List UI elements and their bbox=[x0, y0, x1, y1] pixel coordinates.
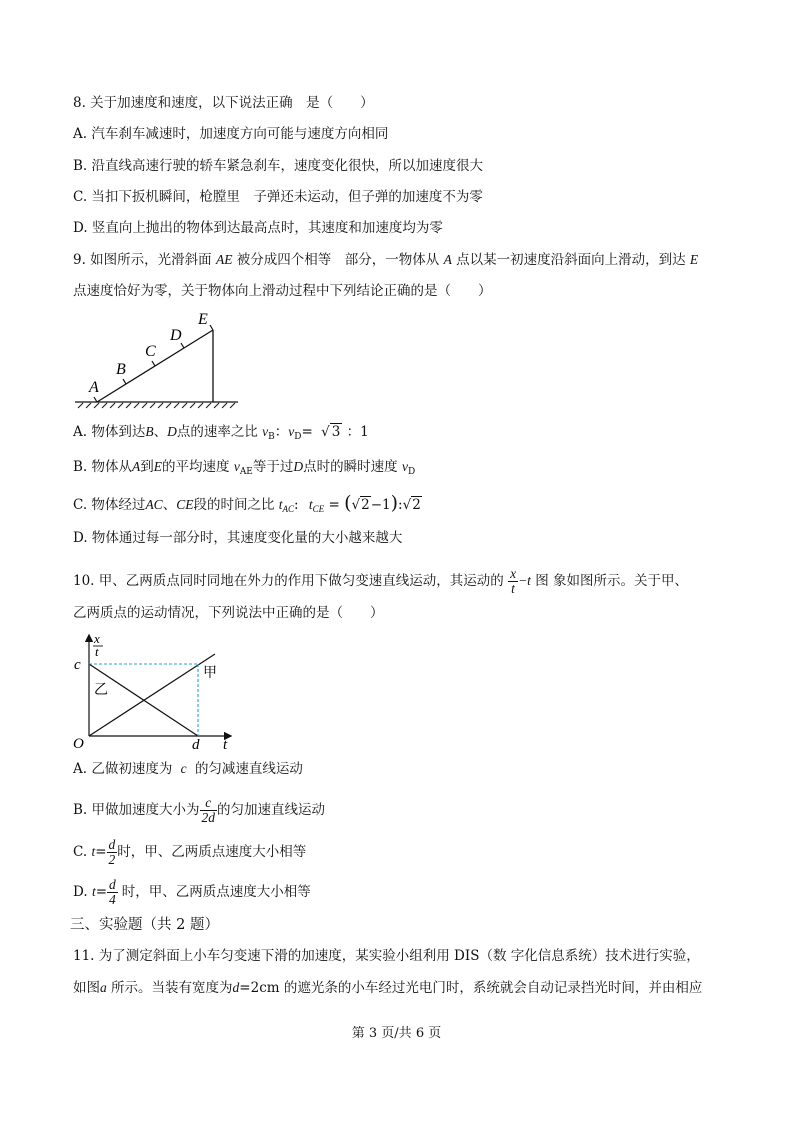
label-jia: 甲 bbox=[203, 666, 217, 681]
division-ticks bbox=[94, 325, 213, 402]
q11-line1: 11. 为了测定斜面上小车匀变速下滑的加速度，某实验小组利用 DIS（数 字化信息系统）技术进行实验， bbox=[73, 948, 700, 964]
q10-option-b: B. 甲做加速度大小为 $\frac{c}{2d}$ 的匀加速直线运动 bbox=[73, 795, 326, 825]
q9-option-d: D. 物体通过每一部分时，其速度变化量的大小越来越大 bbox=[73, 530, 403, 546]
xt-t-graph bbox=[70, 632, 240, 754]
q10-stem-line2: 乙两质点的运动情况，下列说法中正确的是（ ） bbox=[73, 605, 384, 621]
xt-fraction: $\frac{x}{t}$ bbox=[510, 566, 517, 596]
q8-stem: 8. 关于加速度和速度，以下说法正确 是（ ） bbox=[73, 95, 374, 111]
sqrt-3: √ 3 bbox=[321, 424, 341, 440]
point-label-b: B bbox=[116, 361, 126, 378]
q11-line2: 如图a 所示。当装有宽度为d=2cm 的遮光条的小车经过光电门时，系统就会自动记录挡光时间，并由相应 bbox=[73, 980, 703, 996]
q8-option-a: A. 汽车刹车减速时，加速度方向可能与速度方向相同 bbox=[73, 126, 389, 142]
label-yi: 乙 bbox=[94, 683, 108, 698]
q9-option-a: A. 物体到达B、D点的速率之比 $v_B$：$v_D=$ √ 3 ：1 bbox=[73, 424, 369, 442]
y-axis-label-den: t bbox=[95, 644, 99, 659]
y-axis-label-num: x bbox=[94, 632, 100, 646]
point-label-c: C bbox=[145, 343, 156, 360]
d-over-2-fraction: $\frac{d}{2}$ bbox=[108, 837, 116, 867]
point-label-e: E bbox=[198, 311, 208, 328]
d-over-4-fraction: $\frac{d}{4}$ bbox=[109, 877, 116, 907]
q8-option-c: C. 当扣下扳机瞬间，枪膛里 子弹还未运动，但子弹的加速度不为零 bbox=[73, 189, 483, 205]
q10-option-c: C. t= $\frac{d}{2}$ 时，甲、乙两质点速度大小相等 bbox=[73, 837, 307, 867]
c-over-2d-fraction: $\frac{c}{2d}$ bbox=[201, 795, 216, 825]
page-footer: 第 3 页/共 6 页 bbox=[351, 1026, 442, 1041]
q8-option-d: D. 竖直向上抛出的物体到达最高点时，其速度和加速度均为零 bbox=[73, 220, 443, 236]
label-origin: O bbox=[73, 736, 84, 752]
q10-stem-line1: 10. 甲、乙两质点同时同地在外力的作用下做匀变速直线运动，其运动的 $\frac{x}{t}$ −t 图 象如图所示。关于甲、 bbox=[73, 566, 689, 596]
q10-option-d: D. t= $\frac{d}{4}$ 时，甲、乙两质点速度大小相等 bbox=[73, 877, 311, 907]
q9-stem-line1: 9. 如图所示，光滑斜面 AE 被分成四个相等 部分，一物体从 A 点以某一初速度沿斜面向上滑动，到达 E bbox=[73, 252, 699, 268]
label-d: d bbox=[192, 737, 200, 753]
incline-figure bbox=[70, 308, 245, 410]
q10-option-a: A. 乙做初速度为 c 的匀减速直线运动 bbox=[73, 761, 303, 777]
point-label-a: A bbox=[89, 379, 99, 396]
q9-option-c: C. 物体经过AC、CE段的时间之比 $t_{AC}$: $t_{CE}$ = (√2−1):√2 bbox=[73, 492, 421, 514]
ground-hatching bbox=[78, 403, 235, 408]
label-t: t bbox=[223, 737, 228, 753]
q9-option-b: B. 物体从A到E的平均速度 $v_{AE}$等于过D点时的瞬时速度 $v_D$ bbox=[73, 459, 416, 477]
q9-stem-line2: 点速度恰好为零，关于物体向上滑动过程中下列结论正确的是（ ） bbox=[73, 283, 492, 299]
point-label-d: D bbox=[170, 327, 182, 344]
q8-option-b: B. 沿直线高速行驶的轿车紧急刹车，速度变化很快，所以加速度很大 bbox=[73, 158, 484, 174]
section-heading: 三、实验题（共 2 题） bbox=[70, 917, 219, 933]
label-c: c bbox=[74, 657, 81, 673]
